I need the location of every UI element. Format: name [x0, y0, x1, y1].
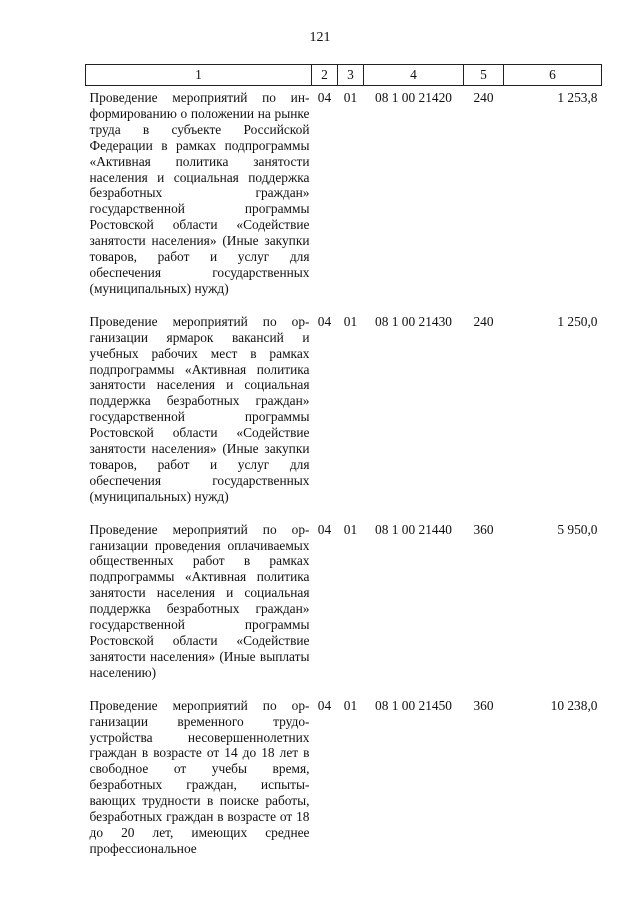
table-row — [86, 86, 602, 310]
header-col-1: 1 — [86, 65, 312, 86]
row-description: Проведение мероприятий по информированию о положении на рынке труда в субъекте Российской Федерации в рамках подпрограммы «Активная политика занятости населения и социальная поддержка безработных граждан» государственной программы Ростовской области «Содействие занятости населения» (Иные закупки товаров, работ и услуг для обеспечения государственных (муниципальных) нужд) — [89, 90, 310, 296]
header-col-4: 4 — [364, 65, 464, 86]
table-row — [86, 694, 602, 870]
row-amount: 10 238,0 — [550, 697, 598, 713]
header-col-3: 3 — [338, 65, 364, 86]
row-expense-type: 360 — [473, 697, 494, 713]
row-target-code: 08 1 00 21420 — [375, 90, 452, 105]
row-expense-type: 240 — [473, 313, 494, 329]
row-expense-type: 240 — [473, 90, 494, 105]
row-subsection: 01 — [343, 697, 358, 713]
row-description: Проведение мероприятий по организации ярмарок вакансий и учебных рабочих мест в рамках подпрограммы «Активная политика занятости населения и социальная поддержка безработных граждан» государственной программы Ростовской области «Содействие занятости населения» (Иные закупки товаров, работ и услуг для обеспечения государственных (муниципальных) нужд) — [89, 313, 310, 504]
table-row — [86, 518, 602, 694]
row-subsection: 01 — [343, 521, 358, 537]
row-section: 04 — [317, 697, 332, 713]
table-row — [86, 310, 602, 518]
row-target-code: 08 1 00 21440 — [375, 521, 452, 537]
row-expense-type: 360 — [473, 521, 494, 537]
row-description: Проведение мероприятий по организации временного трудоустройства несовершеннолетних граждан в возрасте от 14 до 18 лет в свободное от учебы время, безработных граждан, испытывающих трудности в поиске работы, безработных граждан в возрасте от 18 до 20 лет, имеющих среднее профессиональное — [89, 697, 310, 856]
page-number: 121 — [309, 30, 331, 45]
row-section: 04 — [317, 521, 332, 537]
row-section: 04 — [317, 313, 332, 329]
row-amount: 1 250,0 — [557, 313, 598, 329]
row-target-code: 08 1 00 21450 — [375, 697, 452, 713]
header-col-5: 5 — [464, 65, 504, 86]
header-col-2: 2 — [312, 65, 338, 86]
row-description: Проведение мероприятий по организации проведения оплачиваемых общественных работ в рамках подпрограммы «Активная политика занятости населения и социальная поддержка безработных граждан» государственной программы Ростовской области «Содействие занятости населения» (Иные выплаты населению) — [89, 521, 310, 680]
budget-table — [85, 64, 602, 870]
row-subsection: 01 — [343, 313, 358, 329]
row-amount: 1 253,8 — [557, 90, 598, 105]
row-subsection: 01 — [343, 90, 358, 105]
header-col-6: 6 — [504, 65, 602, 86]
row-amount: 5 950,0 — [557, 521, 598, 537]
row-target-code: 08 1 00 21430 — [375, 313, 452, 329]
table-header-row — [86, 65, 602, 86]
row-section: 04 — [317, 90, 332, 105]
